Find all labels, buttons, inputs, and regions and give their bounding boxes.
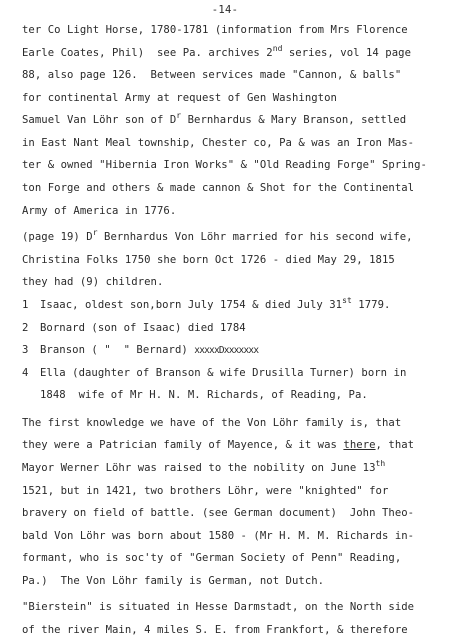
list-item: 1 Isaac, oldest son,born July 1754 & died July 31st 1779. (22, 296, 391, 311)
text-line: bald Von Löhr was born about 1580 - (Mr H. M. M. Richards in- (22, 530, 415, 542)
text-line: ter & owned "Hibernia Iron Works" & "Old Reading Forge" Spring- (22, 159, 427, 171)
text-line: Mayor Werner Löhr was raised to the nobility on June 13th (22, 459, 386, 474)
text-line: "Bierstein" is situated in Hesse Darmstadt, on the North side (22, 601, 415, 613)
text-line: they were a Patrician family of Mayence, & it was there, that (22, 439, 415, 451)
text-line: Pa.) The Von Löhr family is German, not Dutch. (22, 575, 325, 587)
list-item: 2 Bornard (son of Isaac) died 1784 (22, 322, 246, 334)
struck-out-text: xxxxxDxxxxxxx (194, 345, 259, 356)
text-line: Earle Coates, Phil) see Pa. archives 2nd series, vol 14 page (22, 44, 411, 59)
text-line: The first knowledge we have of the Von Löhr family is, that (22, 417, 402, 429)
list-item: 4 Ella (daughter of Branson & wife Drusilla Turner) born in (22, 367, 407, 379)
text-line: Christina Folks 1750 she born Oct 1726 - died May 29, 1815 (22, 254, 395, 266)
text-line: formant, who is soc'ty of "German Society of Penn" Reading, (22, 552, 402, 564)
text-line: 88, also page 126. Between services made "Cannon, & balls" (22, 69, 402, 81)
text-line: in East Nant Meal township, Chester co, Pa & was an Iron Mas- (22, 137, 415, 149)
list-item: 3 Branson ( " " Bernard) xxxxxDxxxxxxx (22, 344, 259, 356)
text-line: bravery on field of battle. (see German document) John Theo- (22, 507, 415, 519)
text-line: ter Co Light Horse, 1780-1781 (information from Mrs Florence (22, 24, 408, 36)
text-line: they had (9) children. (22, 276, 164, 288)
text-line: of the river Main, 4 miles S. E. from Frankfort, & therefore (22, 624, 408, 636)
text-line: for continental Army at request of Gen Washington (22, 92, 337, 104)
text-line: (page 19) $D^r$ Bernhardus Von Löhr married for his second wife, (22, 228, 413, 243)
text-line: ton Forge and others & made cannon & Shot for the Continental (22, 182, 415, 194)
text-line: 1521, but in 1421, two brothers Löhr, were "knighted" for (22, 485, 389, 497)
text-line: Samuel Van Löhr son of $D^r$ Bernhardus & Mary Branson, settled (22, 111, 407, 126)
page-number: -14- (211, 4, 239, 16)
text-line: 1848 wife of Mr H. N. M. Richards, of Reading, Pa. (40, 389, 368, 401)
text-line: Army of America in 1776. (22, 205, 177, 217)
